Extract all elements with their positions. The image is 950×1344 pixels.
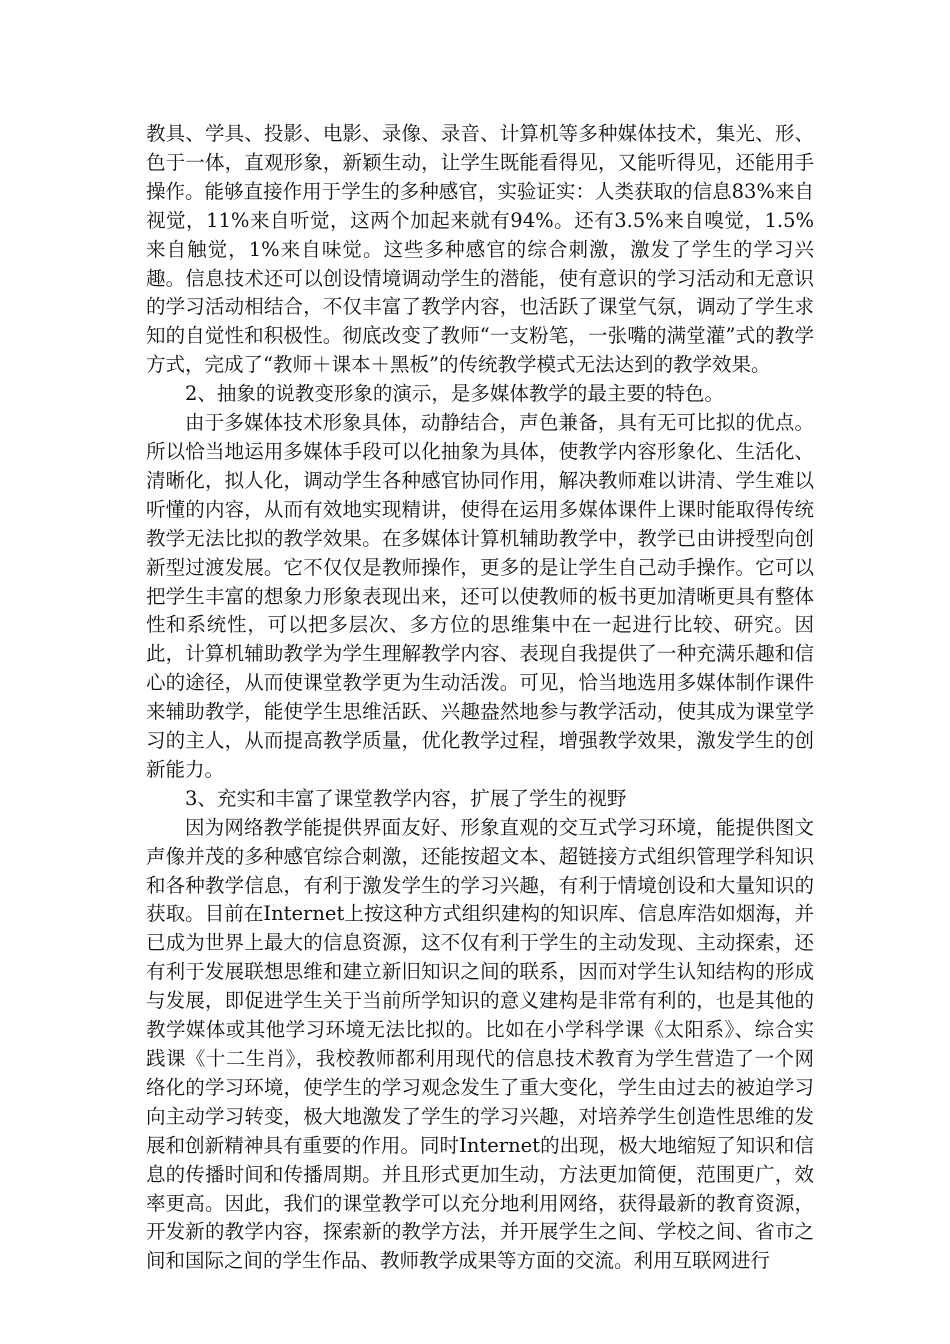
paragraph-intro: 教具、学具、投影、电影、录像、录音、计算机等多种媒体技术，集光、形、色于一体，直观形象，新颖生动，让学生既能看得见，又能听得见，还能用手操作。能够直接作用于学生的多种感官，实验证实：人类获取的信息83%来自视觉，11%来自听觉，这两个加起来就有94%。还有3.5%来自嗅觉，1.5%来自触觉，1%来自味觉。这些多种感官的综合刺激，激发了学生的学习兴趣。信息技术还可以创设情境调动学生的潜能，使有意识的学习活动和无意识的学习活动相结合，不仅丰富了教学内容，也活跃了课堂气氛，调动了学生求知的自觉性和积极性。彻底改变了教师“一支粉笔，一张嘴的满堂灌”式的教学方式，完成了“教师＋课本＋黑板”的传统教学模式无法达到的教学效果。 <box>146 122 814 377</box>
section-heading-2: 2、抽象的说教变形象的演示，是多媒体教学的最主要的特色。 <box>185 382 724 406</box>
paragraph-section-3: 因为网络教学能提供界面友好、形象直观的交互式学习环境，能提供图文声像并茂的多种感官综合刺激，还能按超文本、超链接方式组织管理学科知识和各种教学信息，有利于激发学生的学习兴趣，有利于情境创设和大量知识的获取。目前在Internet上按这种方式组织建构的知识库、信息库浩如烟海，并已成为世界上最大的信息资源，这不仅有利于学生的主动发现、主动探索，还有利于发展联想思维和建立新旧知识之间的联系，因而对学生认知结构的形成与发展，即促进学生关于当前所学知识的意义建构是非常有利的，也是其他的教学媒体或其他学习环境无法比拟的。比如在小学科学课《太阳系》、综合实践课《十二生肖》，我校教师都利用现代的信息技术教育为学生营造了一个网络化的学习环境，使学生的学习观念发生了重大变化，学生由过去的被迫学习向主动学习转变，极大地激发了学生的学习兴趣，对培养学生创造性思维的发展和创新精神具有重要的作用。同时Internet的出现，极大地缩短了知识和信息的传播时间和传播周期。并且形式更加生动，方法更加简便，范围更广，效率更高。因此，我们的课堂教学可以充分地利用网络，获得最新的教育资源，开发新的教学内容，探索新的教学方法，并开展学生之间、学校之间、省市之间和国际之间的学生作品、教师教学成果等方面的交流。利用互联网进行 <box>146 815 814 1273</box>
paragraph-section-2: 由于多媒体技术形象具体，动静结合，声色兼备，具有无可比拟的优点。所以恰当地运用多媒体手段可以化抽象为具体，使教学内容形象化、生活化、清晰化，拟人化，调动学生各种感官协同作用，解决教师难以讲清、学生难以听懂的内容，从而有效地实现精讲，使得在运用多媒体课件上课时能取得传统教学无法比拟的教学效果。在多媒体计算机辅助教学中，教学已由讲授型向创新型过渡发展。它不仅仅是教师操作，更多的是让学生自己动手操作。它可以把学生丰富的想象力形象表现出来，还可以使教师的板书更加清晰更具有整体性和系统性，可以把多层次、多方位的思维集中在一起进行比较、研究。因此，计算机辅助教学为学生理解教学内容、表现自我提供了一种充满乐趣和信心的途径，从而使课堂教学更为生动活泼。可见，恰当地选用多媒体制作课件来辅助教学，能使学生思维活跃、兴趣盎然地参与教学活动，使其成为课堂学习的主人，从而提高教学质量，优化教学过程，增强教学效果，激发学生的创新能力。 <box>146 411 814 781</box>
section-heading-3: 3、充实和丰富了课堂教学内容，扩展了学生的视野 <box>185 786 627 810</box>
document-page <box>146 120 814 1276</box>
